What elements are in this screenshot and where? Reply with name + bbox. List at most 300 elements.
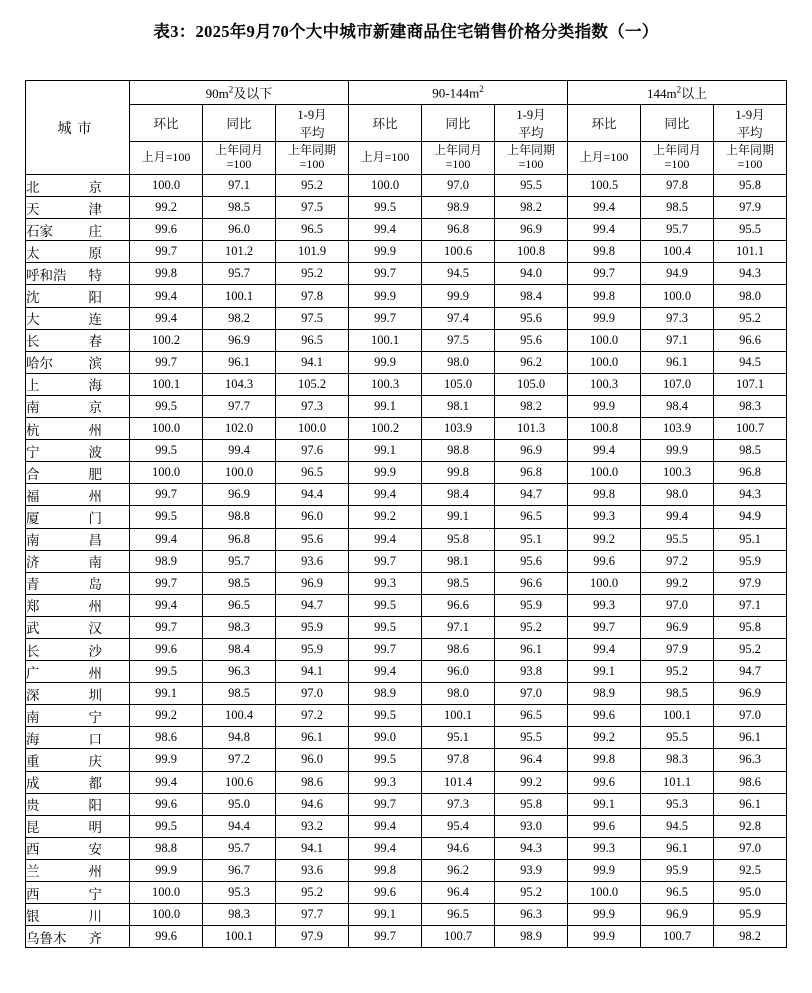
index-value-cell: 94.6 [276,793,349,815]
index-value-cell: 96.8 [203,528,276,550]
index-value-cell: 96.9 [276,572,349,594]
index-value-cell: 96.5 [422,904,495,926]
city-name-part-1: 呼和浩 [26,267,67,283]
city-name-part-2: 肥 [88,466,102,482]
table-body [26,175,787,948]
index-value-cell: 93.8 [495,661,568,683]
city-name-cell [26,727,130,749]
city-name-part-2: 州 [88,599,102,615]
index-value-cell: 94.7 [714,661,787,683]
index-value-cell: 99.5 [349,705,422,727]
city-name-part-1: 太 [26,245,40,261]
index-value-cell: 94.4 [276,484,349,506]
index-value-cell: 98.5 [714,440,787,462]
index-value-cell: 96.9 [714,683,787,705]
index-value-cell: 94.7 [276,594,349,616]
index-value-cell: 95.1 [422,727,495,749]
index-value-cell: 98.5 [641,197,714,219]
index-value-cell: 95.5 [714,219,787,241]
index-value-cell: 96.1 [276,727,349,749]
city-name [26,419,102,439]
table-row [26,219,787,241]
index-value-cell: 96.5 [276,329,349,351]
table-row [26,307,787,329]
city-name-part-1: 大 [26,312,40,328]
index-value-cell: 98.2 [203,307,276,329]
index-value-cell: 94.1 [276,351,349,373]
base-same-month-1: 上年同月 =100 [203,142,276,175]
index-value-cell: 99.4 [349,484,422,506]
index-value-cell: 99.5 [130,395,203,417]
city-name-cell [26,638,130,660]
index-value-cell: 94.3 [714,263,787,285]
city-name-part-2: 庆 [88,753,102,769]
city-name-part-2: 都 [88,776,102,792]
index-value-cell: 98.5 [203,197,276,219]
table-row [26,175,787,197]
city-name-part-1: 武 [26,621,40,637]
index-value-cell: 96.4 [422,882,495,904]
index-value-cell: 100.6 [422,241,495,263]
city-name-part-1: 青 [26,577,40,593]
table-row [26,683,787,705]
index-value-cell: 98.6 [714,771,787,793]
index-value-cell: 97.3 [276,395,349,417]
city-name-cell [26,395,130,417]
index-value-cell: 99.6 [130,926,203,948]
index-value-cell: 99.2 [130,197,203,219]
index-value-cell: 98.9 [130,550,203,572]
city-name-part-1: 西 [26,886,40,902]
city-name-part-1: 昆 [26,820,40,836]
index-value-cell: 100.3 [641,462,714,484]
index-value-cell: 99.8 [568,484,641,506]
index-value-cell: 96.9 [495,440,568,462]
index-value-cell: 101.3 [495,418,568,440]
city-name-cell [26,771,130,793]
index-value-cell: 97.0 [276,683,349,705]
index-value-cell: 96.3 [495,904,568,926]
subheader-yoy-1: 同比 [203,105,276,142]
city-name-cell [26,705,130,727]
city-name-cell [26,528,130,550]
index-value-cell: 96.6 [422,594,495,616]
city-name-cell [26,263,130,285]
index-value-cell: 93.6 [276,550,349,572]
index-value-cell: 99.4 [349,837,422,859]
city-name [26,883,102,903]
index-value-cell: 99.5 [349,749,422,771]
table-row [26,727,787,749]
index-value-cell: 96.5 [641,882,714,904]
index-value-cell: 96.9 [203,484,276,506]
index-value-cell: 99.9 [349,285,422,307]
index-value-cell: 95.7 [641,219,714,241]
index-value-cell: 96.9 [641,616,714,638]
city-name-part-1: 合 [26,466,40,482]
city-name [26,529,102,549]
city-name [26,308,102,328]
index-value-cell: 95.2 [276,882,349,904]
index-value-cell: 104.3 [203,373,276,395]
city-name-part-2: 口 [88,731,102,747]
index-value-cell: 98.5 [422,572,495,594]
index-value-cell: 99.9 [422,285,495,307]
table-row [26,904,787,926]
index-value-cell: 98.8 [422,440,495,462]
table-row [26,329,787,351]
index-value-cell: 97.7 [203,395,276,417]
city-name-part-1: 兰 [26,864,40,880]
index-value-cell: 95.9 [714,904,787,926]
index-value-cell: 99.1 [568,793,641,815]
index-value-cell: 95.6 [495,307,568,329]
city-name-part-1: 南 [26,533,40,549]
base-last-month-2: 上月=100 [349,142,422,175]
index-value-cell: 99.9 [568,307,641,329]
city-name-part-1: 石家 [26,223,53,239]
index-value-cell: 95.8 [495,793,568,815]
index-value-cell: 97.1 [422,616,495,638]
index-value-cell: 97.5 [422,329,495,351]
city-name-part-2: 京 [88,400,102,416]
index-value-cell: 99.5 [349,594,422,616]
column-header-city: 城市 [26,81,130,175]
table-row [26,882,787,904]
index-value-cell: 96.1 [641,837,714,859]
city-name [26,728,102,748]
index-value-cell: 97.5 [276,307,349,329]
city-name-part-1: 西 [26,842,40,858]
index-value-cell: 97.6 [276,440,349,462]
index-value-cell: 95.6 [276,528,349,550]
index-value-cell: 95.7 [203,550,276,572]
city-name-cell [26,197,130,219]
table-row [26,705,787,727]
index-value-cell: 97.7 [276,904,349,926]
city-name-cell [26,219,130,241]
index-value-cell: 95.2 [641,661,714,683]
table-row [26,616,787,638]
index-value-cell: 98.0 [641,484,714,506]
city-name-cell [26,351,130,373]
city-name-cell [26,418,130,440]
city-name-part-1: 长 [26,643,40,659]
index-value-cell: 96.5 [276,462,349,484]
index-value-cell: 99.4 [349,661,422,683]
subheader-mom-1: 环比 [130,105,203,142]
city-name-cell [26,616,130,638]
city-name-part-2: 汉 [88,621,102,637]
index-value-cell: 99.4 [130,528,203,550]
table-row [26,815,787,837]
index-value-cell: 100.7 [714,418,787,440]
table-row [26,440,787,462]
index-value-cell: 100.3 [568,373,641,395]
index-value-cell: 93.0 [495,815,568,837]
index-value-cell: 99.4 [641,506,714,528]
city-name-part-2: 圳 [88,687,102,703]
city-name-part-2: 明 [88,820,102,836]
index-value-cell: 99.4 [130,307,203,329]
index-value-cell: 100.4 [203,705,276,727]
index-value-cell: 94.3 [714,484,787,506]
index-value-cell: 100.0 [130,462,203,484]
index-value-cell: 97.2 [641,550,714,572]
subheader-avg-1: 1-9月 平均 [276,105,349,142]
city-name-part-2: 原 [88,245,102,261]
city-name [26,352,102,372]
price-index-table [25,80,787,948]
index-value-cell: 98.5 [203,683,276,705]
index-value-cell: 95.8 [422,528,495,550]
city-name-part-2: 州 [88,665,102,681]
index-value-cell: 95.5 [495,727,568,749]
index-value-cell: 96.9 [641,904,714,926]
index-value-cell: 99.7 [130,351,203,373]
city-name-cell [26,661,130,683]
city-name [26,662,102,682]
index-value-cell: 92.5 [714,859,787,881]
index-value-cell: 99.7 [130,484,203,506]
index-value-cell: 99.7 [349,263,422,285]
index-value-cell: 98.3 [714,395,787,417]
city-name [26,176,102,196]
city-name-part-1: 济 [26,555,40,571]
city-name-part-1: 长 [26,334,40,350]
page-title: 表3：2025年9月70个大中城市新建商品住宅销售价格分类指数（一） [153,22,659,41]
index-value-cell: 96.1 [203,351,276,373]
index-value-cell: 99.9 [568,859,641,881]
table-row [26,749,787,771]
index-value-cell: 99.9 [130,749,203,771]
index-value-cell: 100.7 [422,926,495,948]
city-name-cell [26,749,130,771]
index-value-cell: 99.4 [568,638,641,660]
city-name-part-2: 春 [88,334,102,350]
index-value-cell: 92.8 [714,815,787,837]
index-value-cell: 100.7 [641,926,714,948]
index-value-cell: 99.7 [349,638,422,660]
index-value-cell: 98.0 [422,351,495,373]
index-value-cell: 99.9 [568,904,641,926]
city-name-part-2: 安 [88,842,102,858]
city-name [26,706,102,726]
index-value-cell: 99.9 [349,241,422,263]
index-value-cell: 105.0 [495,373,568,395]
index-value-cell: 99.1 [568,661,641,683]
index-value-cell: 97.8 [422,749,495,771]
city-name-part-1: 广 [26,665,40,681]
index-value-cell: 95.2 [714,307,787,329]
index-value-cell: 94.5 [422,263,495,285]
index-value-cell: 99.7 [349,793,422,815]
index-value-cell: 95.8 [714,175,787,197]
city-name-part-1: 上 [26,378,40,394]
base-same-month-2: 上年同月 =100 [422,142,495,175]
index-value-cell: 94.0 [495,263,568,285]
table-row [26,793,787,815]
city-name [26,573,102,593]
city-name-cell [26,175,130,197]
index-value-cell: 97.1 [203,175,276,197]
city-name [26,927,102,947]
index-value-cell: 94.5 [714,351,787,373]
city-name-part-1: 杭 [26,422,40,438]
index-value-cell: 100.5 [568,175,641,197]
index-value-cell: 100.2 [130,329,203,351]
index-value-cell: 100.0 [349,175,422,197]
city-name [26,838,102,858]
index-value-cell: 99.6 [349,882,422,904]
index-value-cell: 94.9 [714,506,787,528]
city-name-part-1: 沈 [26,290,40,306]
index-value-cell: 95.9 [495,594,568,616]
city-name-part-1: 贵 [26,798,40,814]
index-value-cell: 97.8 [276,285,349,307]
index-value-cell: 98.0 [422,683,495,705]
city-name [26,617,102,637]
base-same-month-3: 上年同月 =100 [641,142,714,175]
city-name [26,286,102,306]
subheader-yoy-2: 同比 [422,105,495,142]
index-value-cell: 95.2 [276,263,349,285]
index-value-cell: 98.5 [641,683,714,705]
city-name-part-1: 哈尔 [26,356,53,372]
city-name [26,905,102,925]
index-value-cell: 99.4 [349,528,422,550]
subheader-avg-2: 1-9月 平均 [495,105,568,142]
index-value-cell: 99.2 [495,771,568,793]
index-value-cell: 96.8 [495,462,568,484]
city-name [26,684,102,704]
index-value-cell: 95.0 [203,793,276,815]
table-row [26,572,787,594]
index-value-cell: 101.1 [714,241,787,263]
index-value-cell: 99.1 [130,683,203,705]
city-name-cell [26,285,130,307]
table-row [26,373,787,395]
city-name-cell [26,440,130,462]
index-value-cell: 96.8 [714,462,787,484]
index-value-cell: 98.1 [422,550,495,572]
subheader-avg-3: 1-9月 平均 [714,105,787,142]
index-value-cell: 93.2 [276,815,349,837]
city-name-part-1: 天 [26,201,40,217]
index-value-cell: 95.6 [495,329,568,351]
table-row [26,528,787,550]
city-name-part-2: 宁 [88,709,102,725]
city-name-part-2: 特 [88,267,102,283]
city-name-part-2: 南 [88,555,102,571]
table-row [26,418,787,440]
index-value-cell: 98.4 [203,638,276,660]
index-value-cell: 96.5 [495,705,568,727]
index-value-cell: 103.9 [422,418,495,440]
index-value-cell: 99.8 [568,285,641,307]
city-name-cell [26,793,130,815]
index-value-cell: 98.9 [349,683,422,705]
table-row [26,771,787,793]
index-value-cell: 97.0 [714,837,787,859]
base-last-month-1: 上月=100 [130,142,203,175]
index-value-cell: 96.0 [276,506,349,528]
index-value-cell: 98.6 [422,638,495,660]
index-value-cell: 97.5 [276,197,349,219]
index-value-cell: 99.6 [568,771,641,793]
city-name [26,551,102,571]
city-name-part-2: 州 [88,864,102,880]
index-value-cell: 95.7 [203,263,276,285]
column-group-90-144: $90-144m^2$ [349,81,568,105]
table-row [26,638,787,660]
index-value-cell: 95.9 [276,638,349,660]
city-name-part-1: 深 [26,687,40,703]
city-name [26,396,102,416]
index-value-cell: 100.1 [203,926,276,948]
index-value-cell: 99.3 [568,594,641,616]
table-row [26,285,787,307]
table-row [26,197,787,219]
index-value-cell: 98.1 [422,395,495,417]
index-value-cell: 99.5 [130,506,203,528]
table-row [26,263,787,285]
index-value-cell: 100.0 [130,882,203,904]
index-value-cell: 99.7 [349,550,422,572]
table-row [26,661,787,683]
city-name-part-2: 庄 [88,223,102,239]
index-value-cell: 95.6 [495,550,568,572]
index-value-cell: 95.2 [495,616,568,638]
index-value-cell: 97.0 [495,683,568,705]
index-value-cell: 94.5 [641,815,714,837]
index-value-cell: 100.0 [276,418,349,440]
index-value-cell: 99.3 [349,572,422,594]
index-value-cell: 99.9 [641,440,714,462]
index-value-cell: 99.7 [568,616,641,638]
index-value-cell: 99.9 [130,859,203,881]
index-value-cell: 99.0 [349,727,422,749]
index-value-cell: 100.2 [349,418,422,440]
index-value-cell: 95.8 [714,616,787,638]
index-value-cell: 99.9 [349,462,422,484]
city-name-cell [26,859,130,881]
index-value-cell: 98.0 [714,285,787,307]
index-value-cell: 100.1 [203,285,276,307]
index-value-cell: 100.0 [130,175,203,197]
header-row-bases [26,142,787,175]
index-value-cell: 98.9 [495,926,568,948]
city-name [26,860,102,880]
index-value-cell: 95.5 [641,727,714,749]
index-value-cell: 97.3 [641,307,714,329]
index-value-cell: 96.0 [422,661,495,683]
index-value-cell: 107.0 [641,373,714,395]
index-value-cell: 107.1 [714,373,787,395]
city-name-cell [26,926,130,948]
city-name-cell [26,594,130,616]
index-value-cell: 95.9 [714,550,787,572]
index-value-cell: 96.7 [203,859,276,881]
table-row [26,550,787,572]
index-value-cell: 99.4 [130,285,203,307]
index-value-cell: 96.6 [714,329,787,351]
index-value-cell: 99.8 [349,859,422,881]
index-value-cell: 98.3 [641,749,714,771]
table-row [26,837,787,859]
index-value-cell: 99.5 [349,616,422,638]
index-value-cell: 97.9 [641,638,714,660]
